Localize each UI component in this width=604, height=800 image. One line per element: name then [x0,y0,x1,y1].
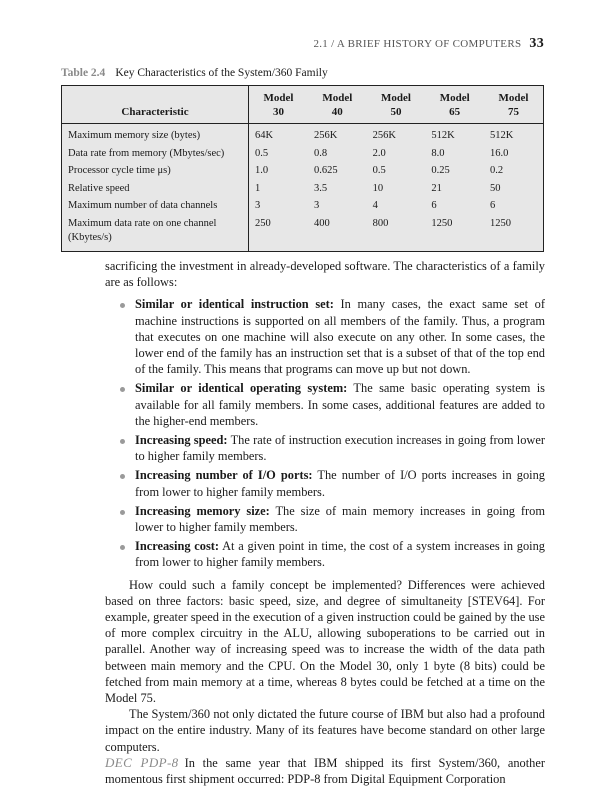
table-row [62,198,544,216]
table-cell: 250 [255,217,271,229]
table-cell: 3 [255,200,261,211]
bullet-text: In many cases, the exact same set of machine instructions is supported on all members of the family. Thus, a program that executes on one machine will also execute on any other. In some cases, the lower end of the family has an instruction set that is a subset of that of the top end of the family. This means that programs can move up but not down. [135,297,545,377]
header-cell: Model 50 [367,86,426,124]
body-text [105,258,545,787]
table-cell: Processor cycle time μs) [62,163,249,181]
table-row [62,146,544,164]
characteristics-list [105,296,545,570]
table-caption [61,67,328,79]
table-cell: 8.0 [431,147,445,159]
table-cell: Maximum number of data channels [62,198,249,216]
table-cell: 3 [313,200,320,211]
bullet-term: Similar or identical operating system: [135,381,348,396]
table-cell: Maximum memory size (bytes) [62,124,249,146]
bullet-icon [120,474,125,479]
table-row [62,163,544,181]
table-title: Key Characteristics of the System/360 Family [115,67,328,79]
table-cell: 800 [372,217,389,229]
table-row [62,216,544,252]
table-cell: 21 [431,182,442,194]
bullet-text: The number of I/O ports increases in going from lower to higher family members. [135,468,545,499]
header-cell: Characteristic [62,86,249,124]
bullet-term: Increasing cost: [135,539,220,554]
bullet-icon [120,387,125,392]
header-cell: Model 65 [425,86,484,124]
bullet-icon [120,439,125,444]
table-cell: Data rate from memory (Mbytes/sec) [62,146,249,164]
table-cell: 6 [490,200,496,211]
table-cell: 0.8 [313,147,328,159]
list-item [105,296,545,377]
table-cell: 64K [255,130,274,141]
section-runin-heading: DEC PDP-8 [105,754,179,770]
table-cell: Maximum data rate on one channel (Kbytes/s) [62,216,249,252]
page-number: 33 [529,36,544,51]
table-cell: 256K [313,130,338,141]
paragraph: The System/360 not only dictated the future course of IBM but also had a profound impact on the entire industry. Many of its features have become standard on other large computers. [105,707,545,754]
list-item [105,503,545,535]
bullet-term: Increasing speed: [135,433,228,448]
table-row [62,124,544,146]
bullet-term: Increasing number of I/O ports: [135,468,313,483]
table-cell: 0.25 [431,165,450,176]
table-cell: Relative speed [62,181,249,199]
table-cell: 10 [372,182,384,194]
header-cell: Model 40 [308,86,367,124]
table-cell: 1 [255,182,261,194]
running-head-title: 2.1 / A BRIEF HISTORY OF COMPUTERS [313,38,522,50]
list-item [105,538,545,570]
table-cell: 512K [490,130,514,141]
table-cell: 0.625 [313,165,338,176]
bullet-term: Increasing memory size: [135,503,270,518]
table-cell: 1250 [490,217,512,229]
bullet-text: The size of main memory increases in going from lower to higher family members. [135,503,545,535]
table-cell: 1250 [431,217,453,229]
table-cell: 512K [431,130,455,141]
table-cell: 4 [372,200,378,211]
table-cell: 3.5 [313,182,328,194]
list-item [105,380,545,429]
list-item [105,467,545,499]
bullet-term: Similar or identical instruction set: [135,297,334,312]
table-cell: 2.0 [372,147,386,159]
table-cell: 256K [372,130,396,141]
pdp8-paragraph [105,755,545,787]
bullet-icon [120,510,125,515]
table-cell: 16.0 [490,147,509,159]
table-header-row [62,86,544,124]
header-cell: Model 30 [249,86,308,124]
table-cell: 50 [490,182,501,194]
bullet-icon [120,303,125,308]
table-cell: 0.5 [255,147,269,159]
table-row [62,181,544,199]
bullet-text: The rate of instruction execution increases in going from lower to higher family members. [135,433,545,464]
running-head [313,36,544,52]
paragraph: How could such a family concept be implemented? Differences were achieved based on three factors: basic speed, size, and degree of simultaneity [STEV64]. For example, greater speed in the execution of a given instruction could be gained by the use of more complex circuitry in the ALU, allowing suboperations to be carried out in parallel. Another way of increasing speed was to increase the width of the data path between main memory and the CPU. On the Model 30, only 1 byte (8 bits) could be fetched from main memory at a time, whereas 8 bytes could be fetched at a time on the Model 75. [105,577,545,706]
bullet-icon [120,545,125,550]
pdp8-text: In the same year that IBM shipped its first System/360, another momentous first shipment occurred: PDP-8 from Digital Equipment Corporation [105,755,545,787]
table-cell: 400 [313,217,330,229]
list-item [105,432,545,464]
header-cell: Model 75 [484,86,543,124]
spec-table [61,85,544,252]
bullet-text: At a given point in time, the cost of a system increases in going from lower to higher family members. [135,539,545,570]
table-cell: 1.0 [255,165,269,176]
table-cell: 0.2 [490,165,504,176]
intro-paragraph: sacrificing the investment in already-developed software. The characteristics of a family are as follows: [105,259,545,290]
table-cell: 0.5 [372,165,386,176]
table-cell: 6 [431,200,437,211]
bullet-text: The same basic operating system is available for all family members. In some cases, additional features are added to the higher-end members. [135,381,545,428]
table-number: Table 2.4 [61,67,106,79]
